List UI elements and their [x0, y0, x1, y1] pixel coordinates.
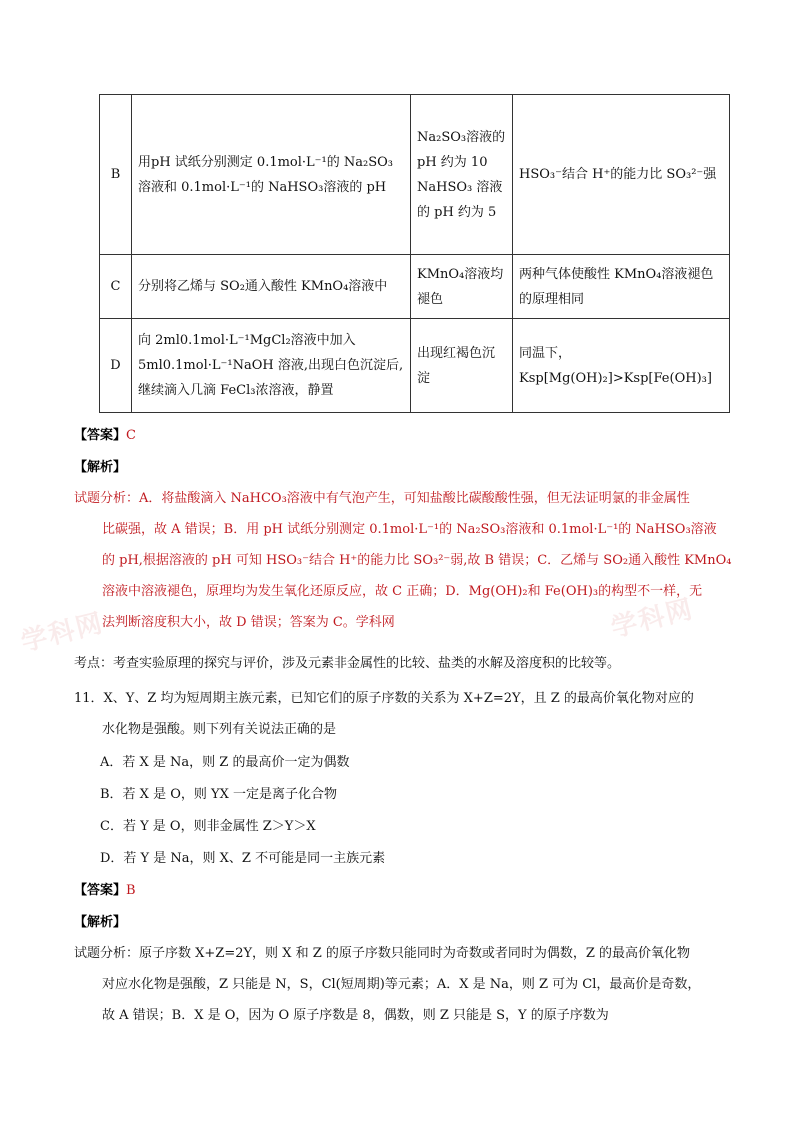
analysis-line: 溶液中溶液褪色，原理均为发生氧化还原反应，故 C 正确；D．Mg(OH)₂和 Fe(OH)₃的构型不一样，无	[102, 584, 703, 599]
answer-label: 【答案】	[74, 883, 127, 898]
table-row	[100, 95, 730, 255]
option-a: A．若 X 是 Na，则 Z 的最高价一定为偶数	[100, 755, 350, 770]
watermark: 学科网	[18, 608, 108, 658]
phenomenon-cell: KMnO₄溶液均褪色	[411, 255, 513, 319]
analysis-1-body	[74, 483, 734, 638]
conclusion-cell: 同温下，Ksp[Mg(OH)₂]>Ksp[Fe(OH)₃]	[513, 319, 730, 413]
watermark: 学科网	[608, 594, 698, 644]
conclusion-cell: 两种气体使酸性 KMnO₄溶液褪色的原理相同	[513, 255, 730, 319]
option-b: B．若 X 是 O，则 YX 一定是离子化合物	[100, 787, 337, 802]
phenomenon-cell: Na₂SO₃溶液的pH 约为 10 NaHSO₃ 溶液的 pH 约为 5	[411, 95, 513, 255]
answer-label: 【答案】	[74, 428, 127, 443]
operation-cell: 用pH 试纸分别测定 0.1mol·L⁻¹的 Na₂SO₃溶液和 0.1mol·L⁻¹的 NaHSO₃溶液的 pH	[132, 95, 411, 255]
table-row	[100, 255, 730, 319]
table-row	[100, 319, 730, 413]
question-11	[74, 683, 734, 745]
analysis-line: 对应水化物是强酸，Z 只能是 N，S，Cl(短周期)等元素；A．X 是 Na，则 Z 可为 Cl，最高价是奇数，	[102, 977, 701, 992]
analysis-label: 【解析】	[74, 915, 127, 930]
answer-value: C	[126, 428, 136, 443]
analysis-line: 法判断溶度积大小，故 D 错误；答案为 C。学科网	[102, 615, 395, 630]
question-stem: 11．X、Y、Z 均为短周期主族元素，已知它们的原子序数的关系为 X+Z=2Y，且 Z 的最高价氧化物对应的	[74, 691, 694, 706]
phenomenon-cell: 出现红褐色沉淀	[411, 319, 513, 413]
row-letter: B	[100, 95, 132, 255]
answer-value: B	[126, 883, 136, 898]
answer-1	[74, 424, 136, 443]
analysis-line: 的 pH,根据溶液的 pH 可知 HSO₃⁻结合 H⁺的能力比 SO₃²⁻弱,故 B 错误；C．乙烯与 SO₂通入酸性 KMnO₄	[102, 553, 732, 568]
analysis-line: 比碳强，故 A 错误；B．用 pH 试纸分别测定 0.1mol·L⁻¹的 Na₂SO₃溶液和 0.1mol·L⁻¹的 NaHSO₃溶液	[102, 522, 717, 537]
analysis-line: 故 A 错误；B．X 是 O，因为 O 原子序数是 8，偶数，则 Z 只能是 S，Y 的原子序数为	[102, 1008, 609, 1023]
analysis-1-heading	[74, 456, 126, 475]
experiment-table	[99, 94, 730, 413]
row-letter: D	[100, 319, 132, 413]
operation-cell: 向 2ml0.1mol·L⁻¹MgCl₂溶液中加入 5ml0.1mol·L⁻¹NaOH 溶液,出现白色沉淀后,继续滴入几滴 FeCl₃浓溶液，静置	[132, 319, 411, 413]
conclusion-cell: HSO₃⁻结合 H⁺的能力比 SO₃²⁻强	[513, 95, 730, 255]
option-d: D．若 Y 是 Na，则 X、Z 不可能是同一主族元素	[100, 851, 386, 866]
analysis-2-body	[74, 938, 734, 1031]
question-stem: 水化物是强酸。则下列有关说法正确的是	[102, 722, 337, 737]
kaodian: 考点：考查实验原理的探究与评价，涉及元素非金属性的比较、盐类的水解及溶度积的比较等。	[74, 656, 621, 671]
analysis-line: 试题分析：A．将盐酸滴入 NaHCO₃溶液中有气泡产生，可知盐酸比碳酸酸性强，但无法证明氯的非金属性	[74, 491, 690, 506]
row-letter: C	[100, 255, 132, 319]
analysis-line: 试题分析：原子序数 X+Z=2Y，则 X 和 Z 的原子序数只能同时为奇数或者同时为偶数，Z 的最高价氧化物	[74, 946, 691, 961]
analysis-2-heading	[74, 911, 126, 930]
operation-cell: 分别将乙烯与 SO₂通入酸性 KMnO₄溶液中	[132, 255, 411, 319]
answer-2	[74, 879, 136, 898]
option-c: C．若 Y 是 O，则非金属性 Z＞Y＞X	[100, 819, 316, 834]
analysis-label: 【解析】	[74, 460, 127, 475]
